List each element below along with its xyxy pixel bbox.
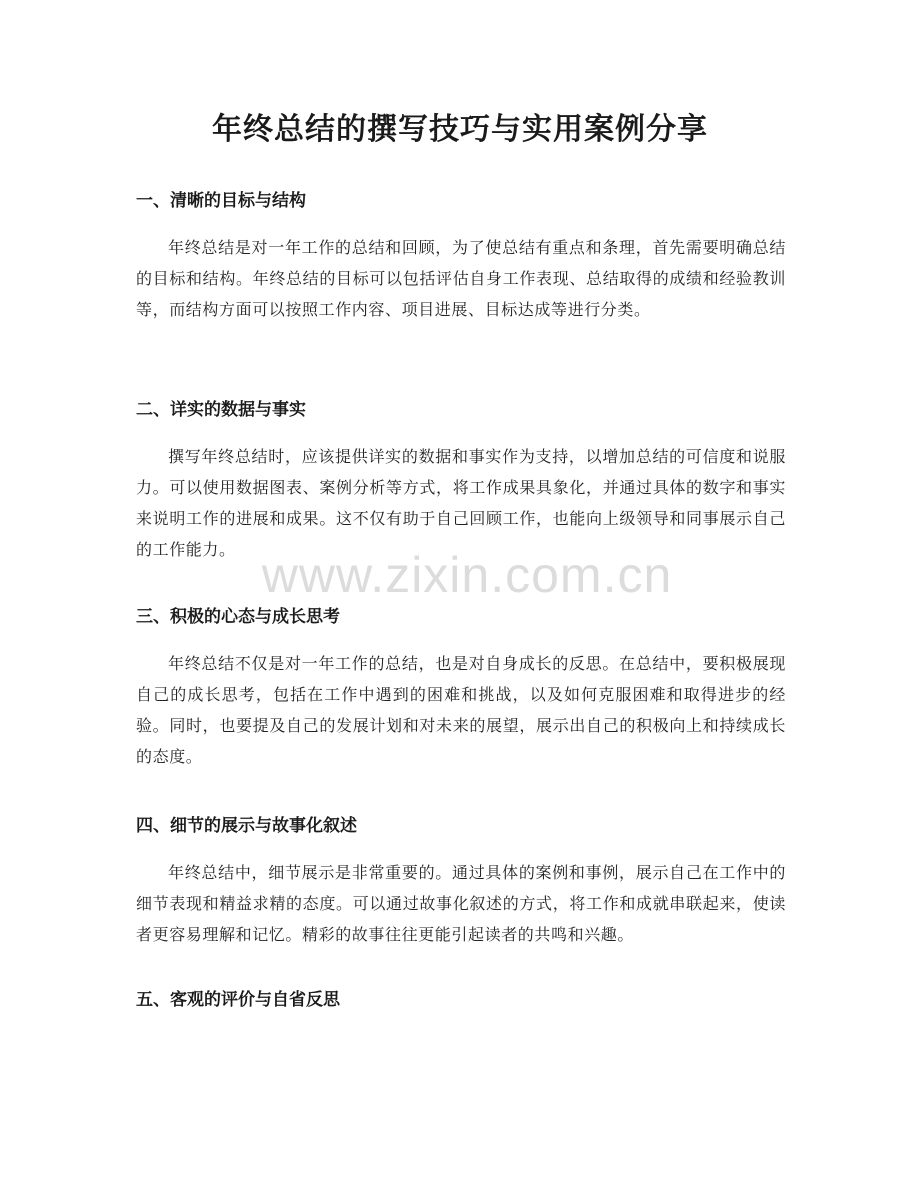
section-4 bbox=[136, 813, 786, 950]
section-paragraph: 年终总结中，细节展示是非常重要的。通过具体的案例和事例，展示自己在工作中的细节表现和精益求精的态度。可以通过故事化叙述的方式，将工作和成就串联起来，使读者更容易理解和记忆。精彩的故事往往更能引起读者的共鸣和兴趣。 bbox=[136, 863, 786, 944]
section-heading: 三、积极的心态与成长思考 bbox=[136, 607, 340, 627]
document-title: 年终总结的撰写技巧与实用案例分享 bbox=[212, 112, 708, 147]
section-heading: 一、清晰的目标与结构 bbox=[136, 191, 306, 211]
section-paragraph: 年终总结不仅是对一年工作的总结，也是对自身成长的反思。在总结中，要积极展现自己的成长思考，包括在工作中遇到的困难和挑战，以及如何克服困难和取得进步的经验。同时，也要提及自己的发展计划和对未来的展望，展示出自己的积极向上和持续成长的态度。 bbox=[136, 654, 786, 766]
section-1 bbox=[136, 188, 786, 325]
watermark: www.zixin.com.cn bbox=[261, 547, 673, 603]
section-paragraph: 撰写年终总结时，应该提供详实的数据和事实作为支持，以增加总结的可信度和说服力。可以使用数据图表、案例分析等方式，将工作成果具象化，并通过具体的数字和事实来说明工作的进展和成果。这不仅有助于自己回顾工作，也能向上级领导和同事展示自己的工作能力。 bbox=[136, 447, 786, 559]
section-2 bbox=[136, 397, 786, 565]
section-heading: 四、细节的展示与故事化叙述 bbox=[136, 816, 357, 836]
section-heading: 二、详实的数据与事实 bbox=[136, 400, 306, 420]
section-3 bbox=[136, 604, 786, 772]
section-5 bbox=[136, 987, 786, 1013]
section-heading: 五、客观的评价与自省反思 bbox=[136, 990, 340, 1010]
section-paragraph: 年终总结是对一年工作的总结和回顾，为了使总结有重点和条理，首先需要明确总结的目标和结构。年终总结的目标可以包括评估自身工作表现、总结取得的成绩和经验教训等，而结构方面可以按照工作内容、项目进展、目标达成等进行分类。 bbox=[136, 238, 786, 319]
